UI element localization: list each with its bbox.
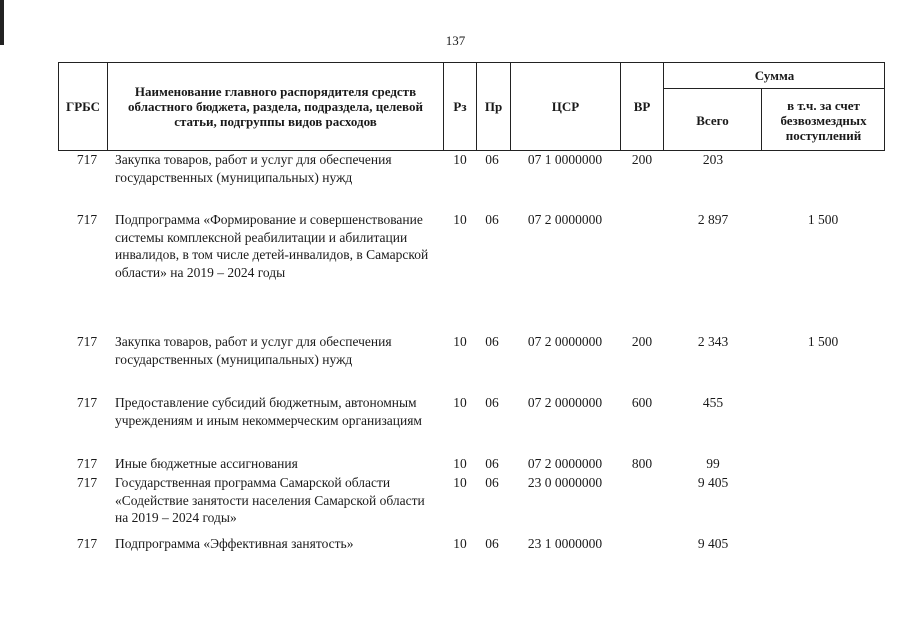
cell-pr: 06: [485, 334, 499, 349]
cell-pr: 06: [485, 212, 499, 227]
cell-total: 203: [702, 152, 724, 167]
cell-csr: 07 1 0000000: [527, 152, 603, 167]
header-vr: ВР: [633, 99, 651, 114]
header-total: Всего: [696, 112, 729, 128]
cell-total: 9 405: [697, 475, 729, 490]
cell-rz: 10: [453, 334, 467, 349]
cell-rz: 10: [453, 395, 467, 410]
cell-csr: 07 2 0000000: [527, 456, 603, 471]
cell-name: Закупка товаров, работ и услуг для обеспечения государственных (муниципальных) нужд: [115, 334, 392, 367]
header-free: в т.ч. за счет безвозмездных поступлений: [780, 97, 867, 143]
cell-name: Подпрограмма «Эффективная занятость»: [115, 536, 354, 551]
cell-name: Закупка товаров, работ и услуг для обеспечения государственных (муниципальных) нужд: [115, 152, 392, 185]
cell-name: Подпрограмма «Формирование и совершенствование системы комплексной реабилитации и абилитации инвалидов, в том числе детей-инвалидов, в Самарской области» на 2019 – 2024 годы: [115, 212, 429, 280]
cell-rz: 10: [453, 152, 467, 167]
cell-total: 2 897: [697, 212, 729, 227]
cell-free: 1 500: [807, 212, 839, 227]
cell-name: Государственная программа Самарской области «Содействие занятости населения Самарской области на 2019 – 2024 годы»: [115, 475, 425, 525]
cell-name: Иные бюджетные ассигнования: [115, 456, 298, 471]
page-number: 137: [445, 33, 466, 48]
cell-total: 9 405: [697, 536, 729, 551]
cell-free: 1 500: [807, 334, 839, 349]
cell-vr: 200: [631, 152, 653, 167]
cell-pr: 06: [485, 456, 499, 471]
cell-rz: 10: [453, 536, 467, 551]
cell-csr: 23 1 0000000: [527, 536, 603, 551]
cell-grbs: 717: [76, 152, 98, 167]
header-name: Наименование главного распорядителя средств областного бюджета, раздела, подраздела, целевой статьи, подгруппы видов расходов: [128, 84, 423, 129]
cell-vr: 200: [631, 334, 653, 349]
cell-total: 455: [702, 395, 724, 410]
cell-vr: 600: [631, 395, 653, 410]
header-rz: Рз: [453, 99, 467, 114]
cell-pr: 06: [485, 395, 499, 410]
header-csr: ЦСР: [551, 99, 580, 114]
header-grbs: ГРБС: [65, 99, 101, 114]
cell-grbs: 717: [76, 212, 98, 227]
cell-vr: 800: [631, 456, 653, 471]
cell-grbs: 717: [76, 456, 98, 471]
cell-grbs: 717: [76, 334, 98, 349]
cell-csr: 07 2 0000000: [527, 334, 603, 349]
cell-pr: 06: [485, 536, 499, 551]
cell-grbs: 717: [76, 536, 98, 551]
header-pr: Пр: [484, 99, 503, 114]
cell-rz: 10: [453, 212, 467, 227]
cell-grbs: 717: [76, 395, 98, 410]
cell-name: Предоставление субсидий бюджетным, автономным учреждениям и иным некоммерческим организациям: [115, 395, 422, 428]
cell-pr: 06: [485, 152, 499, 167]
cell-pr: 06: [485, 475, 499, 490]
cell-total: 2 343: [697, 334, 729, 349]
cell-csr: 07 2 0000000: [527, 395, 603, 410]
cell-csr: 07 2 0000000: [527, 212, 603, 227]
header-sum: Сумма: [754, 67, 795, 83]
cell-csr: 23 0 0000000: [527, 475, 603, 490]
cell-rz: 10: [453, 456, 467, 471]
cell-total: 99: [706, 456, 720, 471]
cell-rz: 10: [453, 475, 467, 490]
cell-grbs: 717: [76, 475, 98, 490]
